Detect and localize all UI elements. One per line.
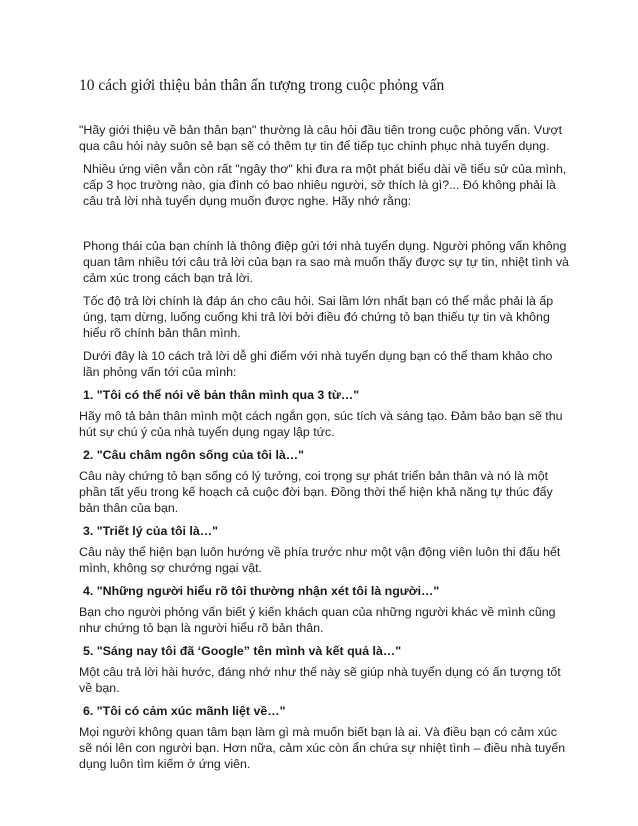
item-text-4: Bạn cho người phỏng vấn biết ý kiến khách quan của những người khác về mình cũng như chứng tỏ bạn là người hiểu rõ bản thân. bbox=[79, 605, 556, 635]
item-text-3: Câu này thể hiện bạn luôn hướng về phía trước như một vận động viên luôn thi đấu hết mình, không sợ chướng ngại vật. bbox=[79, 545, 561, 575]
intro-paragraph: Nhiều ứng viên vẫn còn rất "ngây thơ" khi đưa ra một phát biểu dài về tiểu sử của mình, cấp 3 học trường nào, gia đình có bao nhiêu người, sở thích là gì?... Đó không phải là câu trả lời nhà tuyển dụng muốn được nghe. Hãy nhớ rằng: bbox=[83, 162, 567, 208]
item-heading-6: 6. "Tôi có cảm xúc mãnh liệt về…" bbox=[83, 704, 286, 718]
intro-paragraph: Tốc độ trả lời chính là đáp án cho câu hỏi. Sai lầm lớn nhất bạn có thể mắc phải là ấp úng, tạm dừng, luống cuống khi trả lời bởi điều đó chứng tỏ bạn thiếu tự tin và không hiểu rõ chính bản thân mình. bbox=[83, 294, 554, 340]
item-heading-4: 4. "Những người hiểu rõ tôi thường nhận xét tôi là người…" bbox=[83, 584, 440, 598]
item-heading-2: 2. "Câu châm ngôn sống của tôi là…" bbox=[83, 448, 305, 462]
item-heading-5: 5. "Sáng nay tôi đã ‘Google” tên mình và kết quả là…" bbox=[83, 644, 402, 658]
intro-paragraph: "Hãy giới thiệu về bản thân bạn" thường là câu hỏi đầu tiên trong cuộc phỏng vấn. Vượt qua câu hỏi này suôn sẻ bạn sẽ có thêm tự tin để tiếp tục chinh phục nhà tuyển dụng. bbox=[79, 123, 563, 153]
intro-paragraph: Dưới đây là 10 cách trả lời dễ ghi điểm với nhà tuyển dụng bạn có thể tham khảo cho lần phỏng vấn tới của mình: bbox=[83, 349, 553, 379]
item-text-2: Câu này chứng tỏ bạn sống có lý tưởng, coi trọng sự phát triển bản thân và nó là một phần tất yếu trong kế hoạch cả cuộc đời bạn. Đồng thời thể hiện khả năng tự thúc đẩy bản thân của bạn. bbox=[79, 469, 553, 515]
item-heading-1: 1. "Tôi có thể nói về bản thân mình qua 3 từ…" bbox=[83, 388, 360, 402]
item-text-5: Một câu trả lời hài hước, đáng nhớ như thế này sẽ giúp nhà tuyển dụng có ấn tượng tốt về bạn. bbox=[79, 665, 561, 695]
item-heading-3: 3. "Triết lý của tôi là…" bbox=[83, 524, 219, 538]
intro-paragraph: Phong thái của bạn chính là thông điệp gửi tới nhà tuyển dụng. Người phỏng vấn không quan tâm nhiều tới câu trả lời của bạn ra sao mà muốn thấy được sự tự tin, nhiệt tình và cảm xúc trong cách bạn trả lời. bbox=[83, 239, 569, 285]
document-title: 10 cách giới thiệu bản thân ấn tượng trong cuộc phỏng vấn bbox=[79, 77, 445, 94]
document-body bbox=[79, 122, 569, 779]
item-text-6: Mọi người không quan tâm bạn làm gì mà muốn biết bạn là ai. Và điều bạn có cảm xúc sẽ nói lên con người bạn. Hơn nữa, cảm xúc còn ẩn chứa sự nhiệt tình – điều nhà tuyển dụng luôn tìm kiếm ở ứng viên. bbox=[79, 725, 566, 771]
item-text-1: Hãy mô tả bản thân mình một cách ngắn gọn, súc tích và sáng tạo. Đảm bảo bạn sẽ thu hút sự chú ý của nhà tuyển dụng ngay lập tức. bbox=[79, 409, 563, 439]
